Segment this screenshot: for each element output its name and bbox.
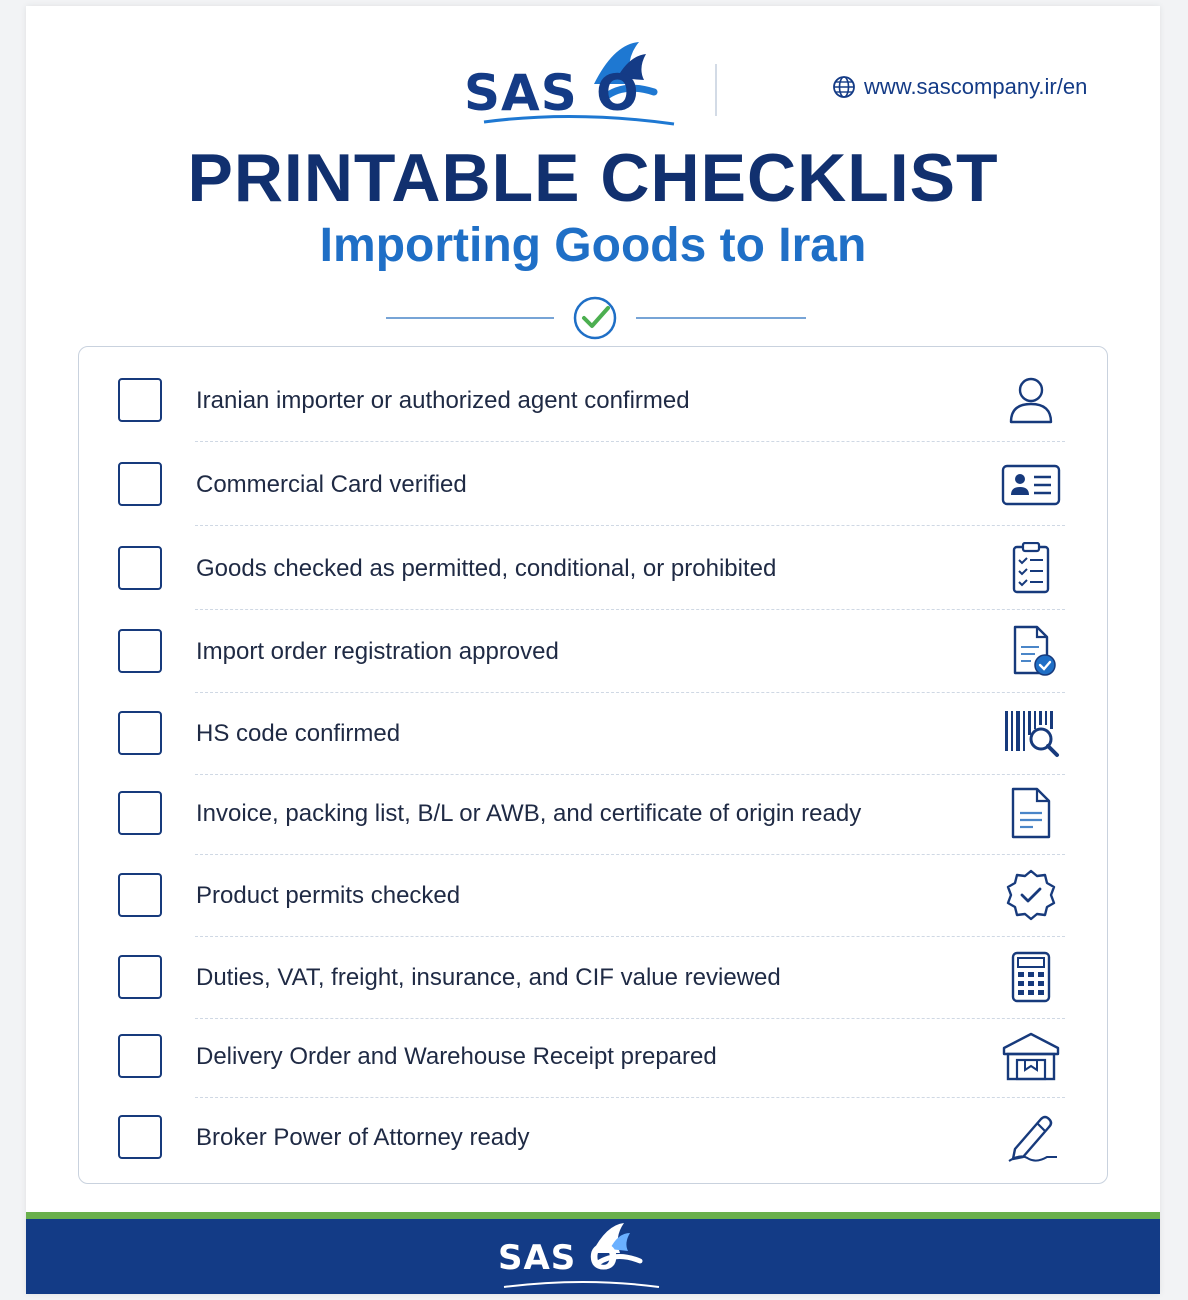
checklist-item-label: Import order registration approved — [196, 638, 559, 665]
checkbox[interactable] — [118, 1034, 162, 1078]
header-divider — [715, 64, 717, 116]
checkbox[interactable] — [118, 711, 162, 755]
checkbox[interactable] — [118, 546, 162, 590]
checklist-item — [79, 1084, 1109, 1166]
checklist-item-label: Duties, VAT, freight, insurance, and CIF value reviewed — [196, 964, 781, 991]
footer-logo — [494, 1219, 664, 1294]
checklist-item — [79, 924, 1109, 1006]
checkbox[interactable] — [118, 462, 162, 506]
checkbox[interactable] — [118, 378, 162, 422]
checklist-card — [78, 346, 1108, 1184]
verified-badge-icon — [1001, 869, 1061, 921]
checklist-item-label: Invoice, packing list, B/L or AWB, and certificate of origin ready — [196, 800, 862, 827]
check-circle-icon — [575, 298, 615, 338]
title-ornament — [386, 294, 806, 340]
checklist-item-label: Goods checked as permitted, conditional, or prohibited — [196, 555, 777, 582]
checklist-item — [79, 598, 1109, 680]
checklist-item — [79, 842, 1109, 924]
checklist-item-label: Product permits checked — [196, 882, 461, 909]
document-check-icon — [1001, 625, 1061, 677]
footer-logo-wordmark: SAS O — [498, 1238, 620, 1278]
checkbox[interactable] — [118, 629, 162, 673]
checkbox[interactable] — [118, 1115, 162, 1159]
calculator-icon — [1001, 951, 1061, 1003]
checklist-item-label: Commercial Card verified — [196, 471, 467, 498]
checklist-item — [79, 431, 1109, 513]
checkbox[interactable] — [118, 873, 162, 917]
barcode-search-icon — [1001, 707, 1061, 759]
checkbox[interactable] — [118, 791, 162, 835]
checklist-item — [79, 347, 1109, 429]
pen-signature-icon — [1001, 1111, 1061, 1163]
checklist-item — [79, 680, 1109, 762]
id-card-icon — [1001, 458, 1061, 510]
checkbox[interactable] — [118, 955, 162, 999]
checklist-item — [79, 760, 1109, 842]
footer — [26, 1219, 1160, 1294]
logo-wordmark: SAS O — [464, 64, 640, 122]
checklist-item-label: HS code confirmed — [196, 720, 401, 747]
footer-accent-bar — [26, 1212, 1160, 1219]
checklist-item-label: Iranian importer or authorized agent confirmed — [196, 387, 690, 414]
sasco-logo — [464, 38, 680, 130]
warehouse-icon — [1001, 1030, 1061, 1082]
globe-icon — [832, 75, 856, 99]
page-title: PRINTABLE CHECKLIST — [187, 140, 999, 216]
website-url: www.sascompany.ir/en — [864, 74, 1088, 99]
document-icon — [1001, 787, 1061, 839]
header — [26, 6, 1160, 136]
page-subtitle: Importing Goods to Iran — [319, 219, 867, 272]
user-icon — [1001, 374, 1061, 426]
checklist-item — [79, 1003, 1109, 1085]
checklist-item-label: Broker Power of Attorney ready — [196, 1124, 530, 1151]
checklist-sheet — [26, 6, 1160, 1294]
checklist-item — [79, 515, 1109, 597]
website-link[interactable] — [832, 72, 1087, 102]
clipboard-list-icon — [1001, 542, 1061, 594]
checklist-item-label: Delivery Order and Warehouse Receipt prepared — [196, 1043, 717, 1070]
